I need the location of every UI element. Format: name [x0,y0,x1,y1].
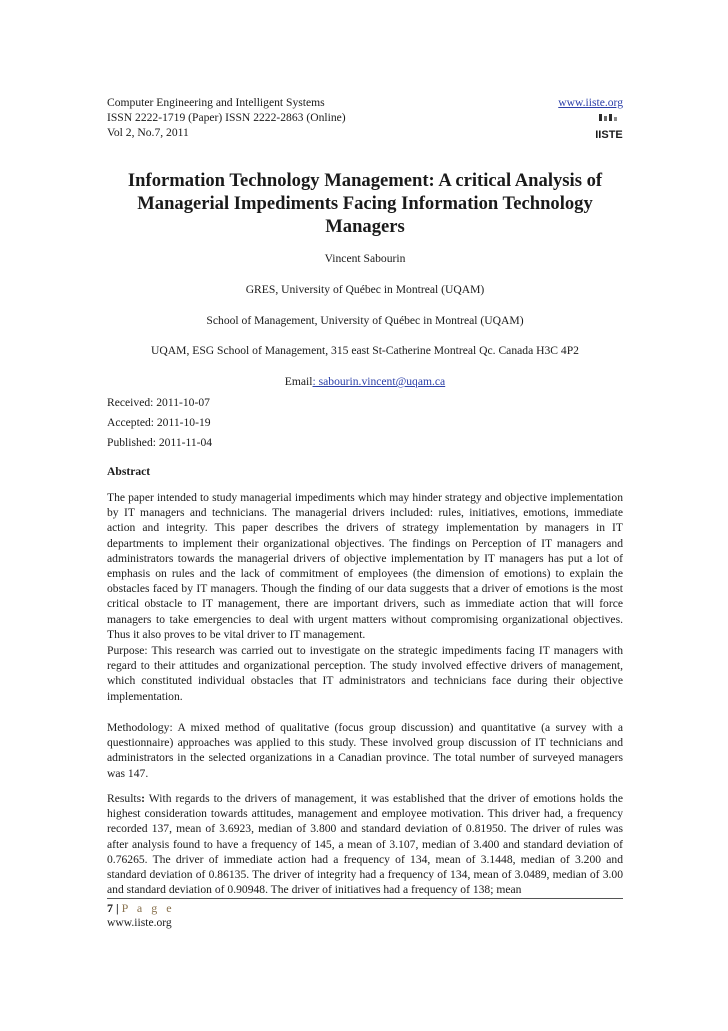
header-line-1 [107,95,623,111]
affiliation-1: GRES, University of Québec in Montreal (UQAM) [245,283,485,296]
paper-title: Information Technology Management: A critical Analysis of Managerial Impediments Facing Information Technology Managers [127,170,603,237]
results-colon: : [141,792,146,805]
footer-website[interactable]: www.iiste.org [107,916,172,929]
iiste-logo-icon [597,114,621,144]
methodology-paragraph: Methodology: A mixed method of qualitative (focus group discussion) and quantitative (a survey with a questionnaire) approaches was applied to this study. These involved group discussion of IT technicians and administrators in the selected organizations in a Canadian province. The total number of surveyed managers was 147. [107,721,623,780]
abstract-paragraph: The paper intended to study managerial impediments which may hinder strategy and objective implementation by IT managers and technicians. The managerial drivers included: rules, initiatives, emotions, immediate action and integrity. This paper describes the drivers of strategy implementation by managers in IT departments to implement their organizational objectives. The findings on Perception of IT managers and administrators towards the managerial drivers of objective implementation by IT managers has put a lot of emphasis on rules and the lack of commitment of employees (the dimension of emotions) to explain the obstacles faced by IT managers. Though the finding of our data suggests that a driver of emotions is the most critical obstacle to IT management, there are important drivers, such as immediate action that will force managers to take emergencies to deal with urgent matters without compromising organizational objectives. Thus it also proves to be vital driver to IT management. [107,491,623,641]
logo-text: IISTE [595,129,623,141]
published-date: Published: 2011-11-04 [107,436,213,449]
received-date: Received: 2011-10-07 [107,396,210,409]
accepted-date: Accepted: 2011-10-19 [107,416,211,429]
journal-website-link[interactable]: www.iiste.org [558,96,623,109]
affiliation-2: School of Management, University of Québec in Montreal (UQAM) [206,314,524,327]
footer-divider [107,898,623,899]
email-link[interactable]: : sabourin.vincent@uqam.ca [312,375,446,388]
issn-line: ISSN 2222-1719 (Paper) ISSN 2222-2863 (Online) [107,111,346,124]
purpose-paragraph: Purpose: This research was carried out to investigate on the strategic impediments facing IT managers with regard to their attitudes and organizational perception. The study involved effective drivers of management, which constituted individual obstacles that IT administrators and technicians face during their objective implementation. [107,644,623,703]
page-footer [107,900,175,916]
results-paragraph [107,791,623,897]
page-label: P a g e [121,901,175,915]
volume-line: Vol 2, No.7, 2011 [107,126,189,139]
page-number: 7 [107,901,113,915]
email-line [107,374,623,389]
email-label: Email [284,375,313,388]
results-label: Results [107,792,142,805]
journal-name: Computer Engineering and Intelligent Systems [107,96,325,109]
affiliation-3: UQAM, ESG School of Management, 315 east St-Catherine Montreal Qc. Canada H3C 4P2 [151,344,579,357]
abstract-heading: Abstract [107,465,151,478]
author-name: Vincent Sabourin [324,252,406,265]
results-text: With regards to the drivers of management, it was established that the driver of emotions holds the highest consideration towards attitudes, management and employee motivation. This driver had, a frequency recorded 137, mean of 3.6923, median of 3.800 and standard deviation of 0.81950. The driver of rules was after analysis found to have a frequency of 145, a mean of 3.107, median of 3.400 and standard deviation of 0.76265. The driver of immediate action had a frequency of 134, mean of 3.1448, median of 3.200 and standard deviation of 0.86135. The driver of integrity had a frequency of 134, mean of 3.0489, median of 3.00 and standard deviation of 0.90948. The driver of initiatives had a frequency of 138; mean [107,792,623,897]
footer-separator: | [113,901,122,915]
